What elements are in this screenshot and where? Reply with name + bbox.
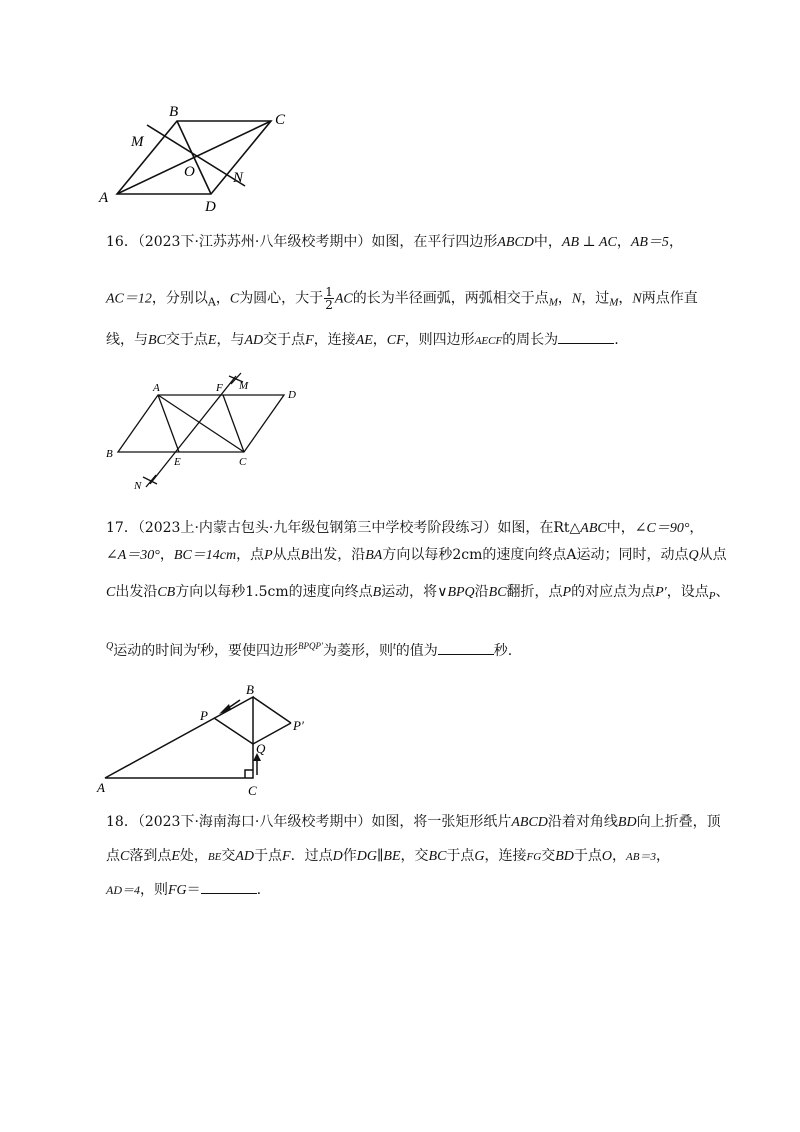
math: P	[264, 548, 273, 563]
math: AB＝3	[626, 851, 656, 863]
math: M	[609, 296, 619, 309]
text: ，	[618, 290, 633, 307]
text: ，设点	[666, 584, 709, 600]
text: 出发，沿	[309, 547, 366, 563]
text: ，	[557, 290, 572, 307]
text: ，交	[400, 848, 429, 864]
answer-blank[interactable]	[201, 881, 257, 894]
label-b: B	[169, 104, 179, 120]
text: 的速度向终点A运动；同时，动点	[482, 547, 689, 563]
text: ，则	[140, 882, 168, 898]
math: Q	[106, 641, 114, 652]
math: FG	[168, 883, 187, 898]
math: F	[305, 333, 314, 348]
label-n: N	[233, 170, 244, 186]
text: 方向以每秒	[382, 547, 453, 563]
text: 的速度向终点	[288, 584, 373, 600]
math: ∠C＝90°	[634, 521, 690, 536]
segment-cf	[223, 395, 244, 452]
segment-ae	[158, 395, 179, 452]
text: 交于点	[263, 332, 306, 348]
math: BC	[428, 849, 447, 864]
text: ，过	[581, 290, 610, 307]
math: BD	[617, 815, 637, 830]
text: 于点	[446, 848, 475, 864]
label-d: D	[288, 389, 296, 401]
math: G	[474, 849, 485, 864]
q16-line1	[106, 232, 706, 253]
math: t	[392, 641, 396, 652]
math: t	[197, 641, 201, 652]
math: BC	[488, 585, 507, 600]
text: ，连接	[484, 848, 527, 864]
answer-blank[interactable]	[558, 331, 614, 344]
q17-line3	[106, 582, 730, 606]
right-angle-mark	[245, 770, 253, 778]
fraction-half	[324, 286, 334, 311]
label-c: C	[275, 112, 286, 128]
q17-line2	[106, 545, 727, 566]
text: 如图，在平行四边形	[371, 234, 498, 250]
segment-bp2	[253, 697, 291, 723]
math: A	[207, 295, 216, 309]
frac-den: 2	[325, 298, 333, 312]
label-a: A	[97, 780, 105, 795]
text: 的值为	[395, 643, 438, 659]
arc-n-2	[146, 475, 156, 487]
text: 出发沿	[115, 584, 158, 600]
figure-parallelogram-aecf	[100, 368, 310, 494]
text: ，	[616, 234, 631, 250]
text: 交于点	[165, 332, 208, 348]
text: 秒，要使四边形	[200, 643, 299, 659]
q16-source: （2023下·江苏苏州·八年级校考期中）	[137, 234, 372, 250]
text: 中，	[533, 234, 562, 250]
q18-line2	[106, 846, 706, 867]
label-a: A	[99, 190, 109, 206]
math: ∨	[437, 584, 448, 600]
math: P	[708, 590, 716, 602]
text: ，	[668, 234, 683, 250]
q18-line3	[106, 880, 706, 901]
text: 运动的时间为	[113, 643, 198, 659]
text: 的长为半径画弧，两弧相交于点	[352, 290, 549, 307]
frac-num: 1	[325, 285, 333, 299]
math: C	[120, 849, 130, 864]
label-c: C	[239, 456, 247, 468]
text: ．过点	[290, 848, 333, 864]
math: O	[601, 849, 612, 864]
math: N	[632, 291, 642, 307]
q17-source: （2023上·内蒙古包头·九年级包钢第三中学校考阶段练习）	[137, 520, 498, 536]
text: 沿	[474, 584, 489, 600]
math: AECF	[474, 335, 503, 347]
text: ，	[689, 520, 704, 536]
text: 方向以每秒	[175, 584, 246, 600]
text: ，点	[236, 547, 265, 563]
math: AD	[244, 333, 264, 348]
text: ，	[655, 848, 670, 864]
text: 落到点	[129, 848, 172, 864]
text: ，则四边形	[404, 332, 475, 348]
math: AB＝5	[630, 235, 669, 250]
text: 线，与	[106, 332, 148, 348]
math: C	[106, 585, 116, 600]
text: 沿着对角线	[547, 814, 618, 830]
text: ，	[372, 332, 387, 348]
text: 秒.	[493, 643, 513, 659]
text: ，	[159, 547, 174, 563]
math: AB ⊥ AC	[561, 235, 617, 250]
label-e: E	[174, 456, 181, 468]
text: 为菱形，则	[322, 643, 393, 659]
text: 从点	[698, 547, 727, 563]
text: ，	[215, 290, 230, 307]
label-d: D	[205, 199, 216, 215]
math: ∠A＝30°	[106, 548, 160, 563]
text: ，	[612, 848, 626, 864]
math: BE	[207, 851, 222, 863]
math: ABCD	[511, 815, 548, 830]
text: 从点	[272, 547, 301, 563]
math: B	[372, 585, 382, 600]
text: 如图，在	[497, 520, 554, 536]
math: AD＝4	[106, 883, 140, 897]
text: 点	[106, 848, 120, 864]
label-q: Q	[256, 741, 266, 756]
math: AD	[235, 849, 255, 864]
math: BC＝14cm	[173, 548, 237, 563]
diagonal-ac	[158, 395, 244, 452]
label-b: B	[106, 448, 113, 460]
text: 中，	[606, 520, 635, 536]
math: AC＝12	[106, 291, 152, 307]
q18-number: 18．	[106, 814, 138, 830]
math: F	[282, 849, 291, 864]
math: CF	[386, 333, 405, 348]
text: .	[256, 882, 262, 898]
text: ＝	[186, 882, 201, 898]
diagonal-bd	[177, 121, 211, 194]
math: C	[229, 291, 240, 307]
math: AC	[334, 291, 353, 307]
math: ABCD	[497, 235, 534, 250]
math: B	[300, 548, 310, 563]
text: ，连接	[313, 332, 356, 348]
label-p-prime: P′	[293, 718, 304, 733]
figure-parallelogram-mon	[95, 98, 305, 218]
text: 如图，将一张矩形纸片	[371, 814, 512, 830]
label-n: N	[134, 480, 142, 492]
text: 为圆心，大于	[239, 290, 324, 307]
q17-line1	[106, 518, 706, 539]
math: N	[571, 291, 582, 307]
math: BA	[365, 548, 383, 563]
q16-number: 16．	[106, 234, 138, 250]
text: 的周长为	[502, 332, 559, 348]
text: 处，	[179, 848, 208, 864]
math: 2cm	[452, 547, 483, 563]
math: E	[171, 849, 180, 864]
math: Q	[688, 548, 699, 563]
q16-line3	[106, 330, 706, 351]
text: 向上折叠，顶	[636, 814, 721, 830]
label-m: M	[131, 134, 144, 150]
math: D	[332, 849, 343, 864]
math: BC	[148, 333, 166, 348]
triangle-abc	[105, 697, 253, 778]
math: P′	[655, 585, 667, 600]
q18-source: （2023下·海南海口·八年级校考期中）	[137, 814, 372, 830]
label-c: C	[248, 783, 257, 798]
math: BPQ	[447, 585, 475, 600]
math: M	[548, 296, 558, 309]
label-o: O	[184, 164, 195, 180]
line-mn	[150, 376, 236, 484]
q17-number: 17．	[106, 520, 138, 536]
text: 运动，将	[381, 584, 438, 600]
math: Rt△	[553, 520, 581, 536]
text: ，与	[216, 332, 245, 348]
math: CB	[157, 585, 176, 600]
text: 两点作直	[641, 290, 698, 307]
segment-pq	[214, 718, 253, 744]
label-a: A	[153, 382, 160, 394]
text: .	[614, 332, 619, 348]
text: 作	[342, 848, 357, 864]
math: BPQP′	[298, 641, 323, 651]
label-p: P	[200, 708, 208, 723]
q18-line1	[106, 812, 721, 833]
math: DG∥BE	[356, 849, 401, 864]
text: 交	[541, 848, 556, 864]
math: BD	[555, 849, 574, 864]
label-f: F	[216, 382, 223, 394]
figure-right-triangle	[95, 680, 320, 800]
math: 1.5cm	[245, 584, 289, 600]
text: ，分别以	[151, 290, 208, 307]
q16-line2	[106, 286, 706, 313]
text: 的对应点为点	[571, 584, 656, 600]
math: ABC	[580, 521, 607, 536]
math: AE	[355, 333, 373, 348]
text: 于点	[254, 848, 283, 864]
math: FG	[526, 851, 542, 863]
line-mn	[147, 125, 245, 186]
q17-line4	[106, 636, 706, 661]
text: 、	[715, 584, 730, 600]
answer-blank[interactable]	[438, 642, 494, 655]
math: E	[207, 333, 217, 348]
label-b: B	[246, 682, 254, 697]
text: 翻折，点	[506, 584, 563, 600]
math: P	[562, 585, 572, 600]
text: 于点	[573, 848, 602, 864]
label-m: M	[239, 380, 249, 392]
text: 交	[221, 848, 236, 864]
